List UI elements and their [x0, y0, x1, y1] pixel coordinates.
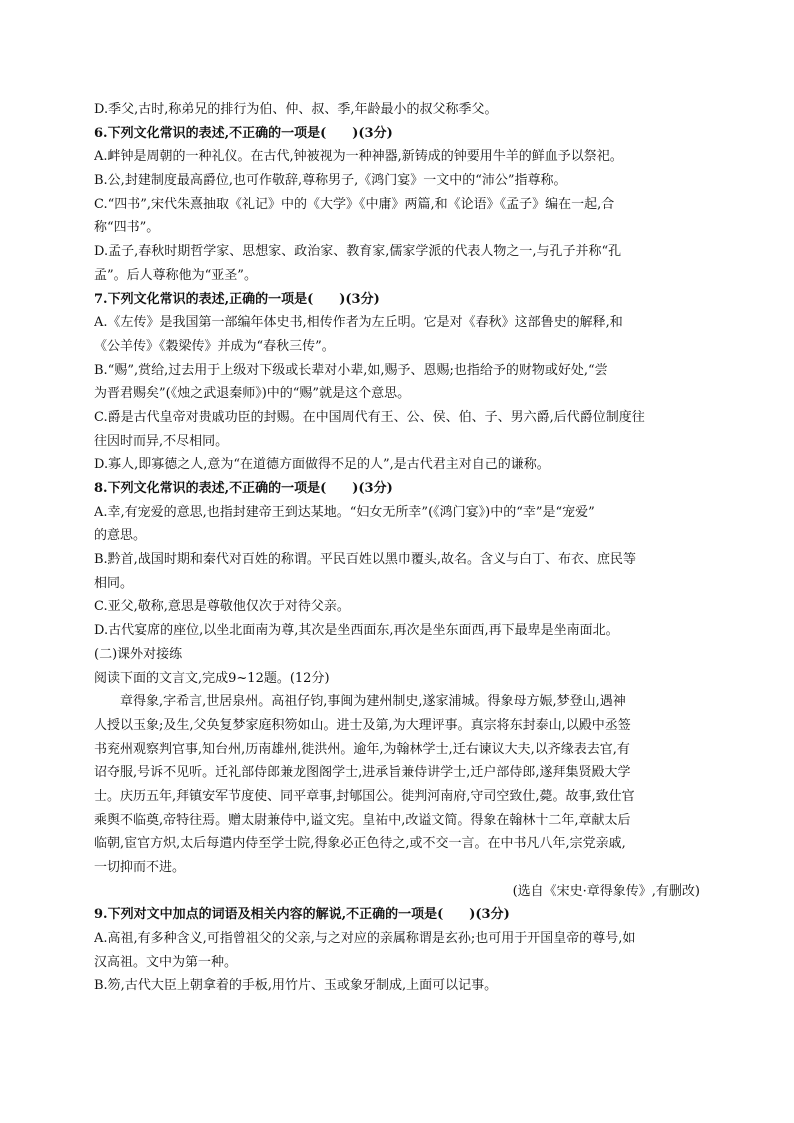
- q7-option-d: D.寡人,即寡德之人,意为“在道德方面做得不足的人”,是古代君主对自己的谦称。: [94, 457, 550, 473]
- passage-line: 章得象,字希言,世居泉州。高祖仔钧,事闽为建州制史,遂家浦城。得象母方娠,梦登山,遇神: [120, 694, 626, 710]
- q6-option-c-cont: 称“四书”。: [94, 220, 160, 236]
- q8-option-a: A.幸,有宠爱的意思,也指封建帝王到达某地。“妇女无所幸”(《鸿门宴》)中的“幸”是“宠爱”: [94, 504, 595, 520]
- option-d-line: D.季父,古时,称弟兄的排行为伯、仲、叔、季,年龄最小的叔父称季父。: [94, 102, 498, 117]
- q6-option-b: B.公,封建制度最高爵位,也可作敬辞,尊称男子,《鸿门宴》一文中的“沛公”指尊称。: [94, 173, 567, 189]
- q6-option-d: D.孟子,春秋时期哲学家、思想家、政治家、教育家,儒家学派的代表人物之一,与孔子并称“孔: [94, 244, 622, 260]
- q6-option-a: A.衅钟是周朝的一种礼仪。在古代,钟被视为一种神器,新铸成的钟要用牛羊的鲜血予以祭祀。: [94, 149, 623, 165]
- question-9-stem: 9.下列对文中加点的词语及相关内容的解说,不正确的一项是( )(3分): [94, 907, 510, 923]
- passage-line: 乘舆不临奠,帝特往焉。赠太尉兼侍中,谥文宪。皇祐中,改谥文简。得象在翰林十二年,章献太后: [94, 812, 631, 828]
- q8-option-b: B.黔首,战国时期和秦代对百姓的称谓。平民百姓以黑巾覆头,故名。含义与白丁、布衣、庶民等: [94, 552, 636, 568]
- q6-option-c: C.“四书”,宋代朱熹抽取《礼记》中的《大学》《中庸》两篇,和《论语》《孟子》编在一起,合: [94, 196, 615, 212]
- passage-line: 临朝,宦官方炽,太后每遣内侍至学士院,得象必正色待之,或不交一言。在中书凡八年,宗党亲戚,: [94, 836, 626, 852]
- q9-option-a-cont: 汉高祖。文中为第一种。: [94, 954, 238, 970]
- q6-option-d-cont: 孟”。后人尊称他为“亚圣”。: [94, 267, 257, 283]
- q7-option-a: A.《左传》是我国第一部编年体史书,相传作者为左丘明。它是对《春秋》这部鲁史的解释,和: [94, 315, 623, 331]
- q7-option-c-cont: 往因时而异,不尽相同。: [94, 433, 229, 449]
- document-body: [94, 98, 700, 998]
- passage-line: 诏夺服,号诉不见听。迁礼部侍郎兼龙图阁学士,进承旨兼侍讲学士,迁户部侍郎,遂拜集贤殿大学: [94, 765, 631, 781]
- q7-option-b: B.“赐”,赏给,过去用于上级对下级或长辈对小辈,如,赐予、恩赐;也指给予的财物或好处,“尝: [94, 362, 608, 378]
- reading-instruction: 阅读下面的文言文,完成9~12题。(12分): [94, 670, 330, 686]
- q8-option-d: D.古代宴席的座位,以坐北面南为尊,其次是坐西面东,再次是坐东面西,再下最卑是坐南面北。: [94, 623, 619, 639]
- q9-option-b: B.笏,古代大臣上朝拿着的手板,用竹片、玉或象牙制成,上面可以记事。: [94, 978, 498, 994]
- q8-option-c: C.亚父,敬称,意思是尊敬他仅次于对待父亲。: [94, 599, 350, 615]
- q7-option-c: C.爵是古代皇帝对贵戚功臣的封赐。在中国周代有王、公、侯、伯、子、男六爵,后代爵位制度往: [94, 409, 645, 425]
- question-6-stem: 6.下列文化常识的表述,不正确的一项是( )(3分): [94, 125, 393, 141]
- passage-line: 书兖州观察判官事,知台州,历南雄州,徙洪州。逾年,为翰林学士,迁右谏议大夫,以齐缘表去官,有: [94, 741, 630, 757]
- q7-option-b-cont: 为晋君赐矣”(《烛之武退秦师》)中的“赐”就是这个意思。: [94, 386, 411, 402]
- q8-option-b-cont: 相同。: [94, 575, 134, 591]
- passage-line: 人授以玉象;及生,父奂复梦家庭积笏如山。进士及第,为大理评事。真宗将东封泰山,以殿中丞签: [94, 717, 631, 733]
- question-7-stem: 7.下列文化常识的表述,正确的一项是( )(3分): [94, 291, 380, 307]
- q9-option-a: A.高祖,有多种含义,可指曾祖父的父亲,与之对应的亲属称谓是玄孙;也可用于开国皇帝的尊号,如: [94, 931, 636, 947]
- question-8-stem: 8.下列文化常识的表述,不正确的一项是( )(3分): [94, 481, 393, 496]
- passage-line: 一切抑而不进。: [94, 860, 186, 875]
- q8-option-a-cont: 的意思。: [94, 528, 147, 544]
- q7-option-a-cont: 《公羊传》《穀梁传》并成为“春秋三传”。: [94, 338, 335, 354]
- section-heading: (二)课外对接练: [94, 646, 183, 662]
- passage-source: (选自《宋史·章得象传》,有删改): [512, 883, 700, 899]
- passage-line: 士。庆历五年,拜镇安军节度使、同平章事,封郇国公。徙判河南府,守司空致仕,薨。故事,致仕官: [94, 788, 635, 804]
